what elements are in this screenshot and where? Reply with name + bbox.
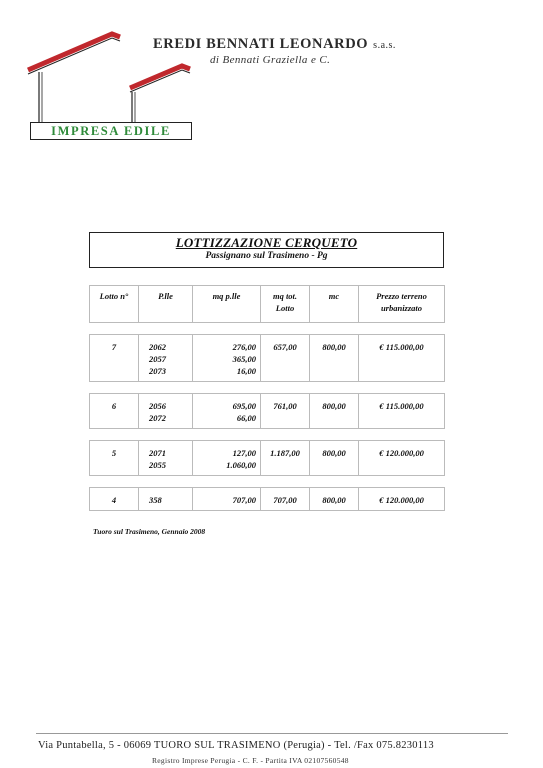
cell-plle bbox=[139, 441, 193, 476]
header-mq-tot: mq tot. Lotto bbox=[261, 286, 310, 323]
cell-prezzo: € 120.000,00 bbox=[359, 441, 445, 476]
table-header-row bbox=[90, 286, 445, 323]
cell-mq-tot: 761,00 bbox=[261, 394, 310, 429]
place-date: Tuoro sul Trasimeno, Gennaio 2008 bbox=[93, 527, 206, 536]
header-lotto: Lotto n° bbox=[90, 286, 139, 323]
cell-plle-line: 2073 bbox=[149, 366, 166, 376]
footer-registry: Registro Imprese Perugia - C. F. - Partita IVA 02107560548 bbox=[152, 756, 349, 765]
cell-mq-plle-line: 1.060,00 bbox=[226, 460, 256, 470]
document-title-box bbox=[89, 232, 444, 268]
cell-mq-plle-line: 66,00 bbox=[236, 413, 256, 423]
cell-prezzo: € 115.000,00 bbox=[359, 335, 445, 382]
cell-prezzo: € 120.000,00 bbox=[359, 488, 445, 511]
cell-plle-line: 2072 bbox=[149, 413, 166, 423]
cell-mc: 800,00 bbox=[310, 394, 359, 429]
cell-mq-plle-line: 127,00 bbox=[232, 448, 256, 458]
cell-mq-plle bbox=[193, 488, 261, 511]
cell-mc: 800,00 bbox=[310, 488, 359, 511]
table-spacer-row bbox=[90, 323, 445, 335]
cell-mq-plle bbox=[193, 441, 261, 476]
cell-plle-line: 2057 bbox=[149, 354, 166, 364]
logo-roof-small bbox=[130, 66, 190, 88]
company-subtitle: di Bennati Graziella e C. bbox=[210, 54, 331, 66]
table-spacer-row bbox=[90, 476, 445, 488]
cell-lotto: 5 bbox=[90, 441, 139, 476]
header-mc: mc bbox=[310, 286, 359, 323]
cell-mq-plle bbox=[193, 335, 261, 382]
cell-mq-plle-line: 365,00 bbox=[232, 354, 256, 364]
logo-roof-large bbox=[28, 34, 120, 70]
company-form: s.a.s. bbox=[373, 40, 396, 51]
logo-text: IMPRESA EDILE bbox=[51, 123, 171, 138]
document-title: LOTTIZZAZIONE CERQUETO bbox=[175, 235, 358, 250]
cell-plle-line: 2056 bbox=[149, 401, 166, 411]
document-subtitle: Passignano sul Trasimeno - Pg bbox=[205, 251, 328, 261]
cell-lotto: 4 bbox=[90, 488, 139, 511]
lots-table-body bbox=[90, 323, 445, 511]
table-spacer-cell bbox=[90, 382, 445, 394]
footer-divider bbox=[36, 733, 508, 734]
cell-mq-plle-line: 276,00 bbox=[232, 342, 256, 352]
cell-mq-plle-line: 16,00 bbox=[236, 366, 256, 376]
lots-table bbox=[89, 285, 445, 511]
cell-mq-plle-line: 695,00 bbox=[232, 401, 256, 411]
cell-plle-line: 2055 bbox=[149, 460, 166, 470]
table-spacer-row bbox=[90, 429, 445, 441]
cell-mq-tot: 1.187,00 bbox=[261, 441, 310, 476]
cell-prezzo: € 115.000,00 bbox=[359, 394, 445, 429]
table-row bbox=[90, 441, 445, 476]
header-mq-plle: mq p.lle bbox=[193, 286, 261, 323]
cell-plle bbox=[139, 488, 193, 511]
table-spacer-cell bbox=[90, 476, 445, 488]
cell-mc: 800,00 bbox=[310, 335, 359, 382]
footer-address: Via Puntabella, 5 - 06069 TUORO SUL TRASIMENO (Perugia) - Tel. /Fax 075.8230113 bbox=[38, 740, 434, 751]
cell-mq-tot: 707,00 bbox=[261, 488, 310, 511]
table-spacer-row bbox=[90, 382, 445, 394]
cell-mc: 800,00 bbox=[310, 441, 359, 476]
cell-plle bbox=[139, 394, 193, 429]
logo-badge bbox=[30, 122, 192, 140]
table-row bbox=[90, 335, 445, 382]
table-spacer-cell bbox=[90, 323, 445, 335]
company-name: EREDI BENNATI LEONARDO s.a.s. bbox=[153, 36, 396, 52]
cell-plle-line: 2062 bbox=[149, 342, 166, 352]
cell-plle bbox=[139, 335, 193, 382]
table-row bbox=[90, 394, 445, 429]
table-row bbox=[90, 488, 445, 511]
cell-plle-line: 2071 bbox=[149, 448, 166, 458]
table-spacer-cell bbox=[90, 429, 445, 441]
header-prezzo: Prezzo terreno urbanizzato bbox=[359, 286, 445, 323]
header-plle: P.lle bbox=[139, 286, 193, 323]
cell-mq-plle bbox=[193, 394, 261, 429]
cell-lotto: 6 bbox=[90, 394, 139, 429]
cell-lotto: 7 bbox=[90, 335, 139, 382]
cell-mq-tot: 657,00 bbox=[261, 335, 310, 382]
cell-mq-plle-line: 707,00 bbox=[232, 495, 256, 505]
cell-plle-line: 358 bbox=[149, 495, 162, 505]
